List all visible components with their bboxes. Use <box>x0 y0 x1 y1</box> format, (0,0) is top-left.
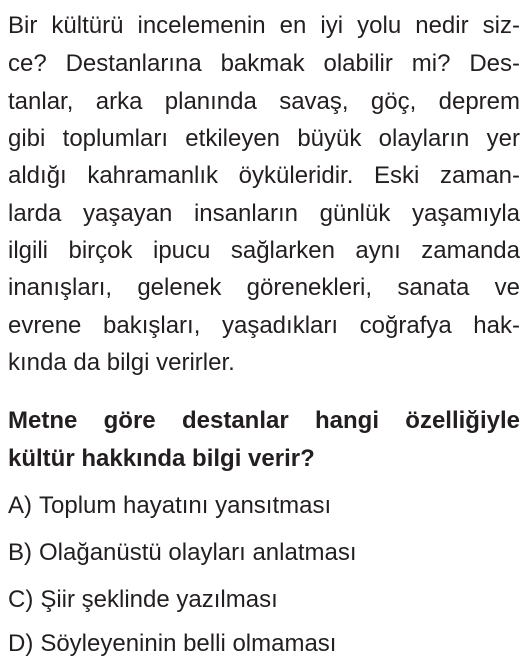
passage-line: Bir kültürü incelemenin en iyi yolu nedir siz- <box>8 12 520 39</box>
option-text: Olağanüstü olayları anlatması <box>39 539 357 566</box>
option-b[interactable] <box>8 538 357 568</box>
option-text: Toplum hayatını yansıtması <box>39 492 332 519</box>
passage-line: aldığı kahramanlık öyküleridir. Eski zaman- <box>8 162 520 189</box>
question-line: kültür hakkında bilgi verir? <box>8 445 315 472</box>
passage-line: ce? Destanlarına bakmak olabilir mi? Des- <box>8 50 520 77</box>
passage-line: evrene bakışları, yaşadıkları coğrafya hak- <box>8 312 520 339</box>
option-letter: C) <box>8 586 34 613</box>
passage-line: kında da bilgi verirler. <box>8 349 235 376</box>
passage-line: larda yaşayan insanların günlük yaşamıyla <box>8 200 520 227</box>
option-text: Söyleyeninin belli olmaması <box>40 630 337 657</box>
option-a[interactable] <box>8 491 331 521</box>
option-letter: D) <box>8 630 34 657</box>
passage-line: tanlar, arka planında savaş, göç, deprem <box>8 88 520 115</box>
option-d[interactable] <box>8 629 336 659</box>
option-letter: B) <box>8 539 32 566</box>
option-text: Şiir şeklinde yazılması <box>40 586 278 613</box>
option-c[interactable] <box>8 585 278 615</box>
option-letter: A) <box>8 492 32 519</box>
question-line: Metne göre destanlar hangi özelliğiyle <box>8 407 520 434</box>
passage-line: ilgili birçok ipucu sağlarken aynı zamanda <box>8 237 520 264</box>
passage-line: gibi toplumları etkileyen büyük olayların yer <box>8 125 520 152</box>
passage-line: inanışları, gelenek görenekleri, sanata ve <box>8 274 520 301</box>
